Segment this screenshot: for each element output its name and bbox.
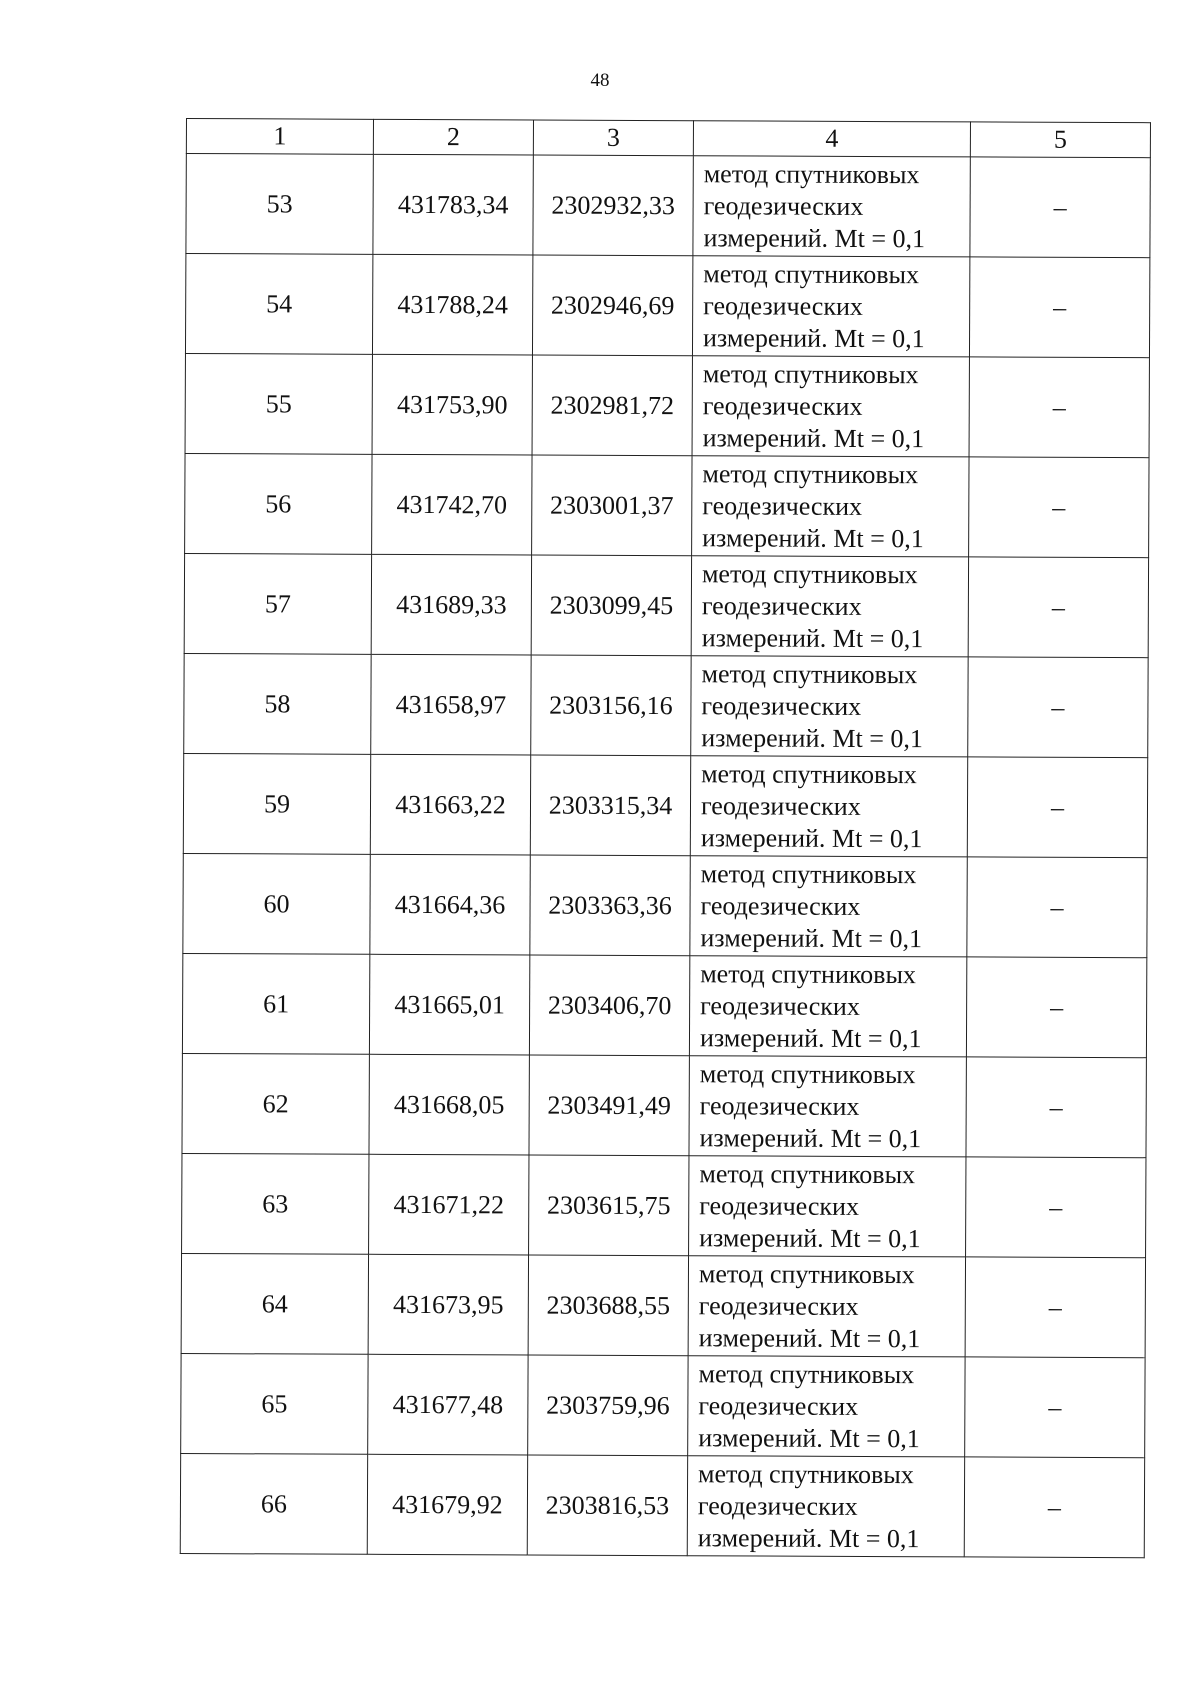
method-line: измерений. Mt = 0,1	[702, 322, 925, 353]
y-coordinate-cell: 2303491,49	[529, 1055, 689, 1156]
note-cell: –	[969, 457, 1149, 558]
method-cell	[692, 356, 969, 457]
table-row	[186, 154, 1150, 258]
page-number: 48	[590, 70, 610, 91]
method-line: метод спутниковых	[699, 1158, 916, 1189]
method-cell	[691, 556, 968, 657]
method-line: метод спутниковых	[701, 658, 918, 689]
method-cell	[692, 256, 969, 357]
method-line: геодезических	[698, 1290, 859, 1321]
x-coordinate-cell: 431658,97	[371, 654, 531, 755]
y-coordinate-cell: 2303099,45	[531, 555, 691, 656]
method-line: измерений. Mt = 0,1	[698, 1422, 920, 1453]
method-line: геодезических	[700, 990, 860, 1021]
x-coordinate-cell: 431664,36	[370, 854, 530, 955]
y-coordinate-cell: 2303315,34	[530, 755, 690, 856]
note-cell: –	[965, 1257, 1145, 1358]
point-number-cell: 56	[185, 453, 372, 554]
point-number-cell: 65	[181, 1353, 368, 1454]
method-cell	[688, 1356, 965, 1457]
method-cell	[691, 656, 968, 757]
table-row	[181, 1353, 1145, 1457]
x-coordinate-cell: 431668,05	[369, 1054, 529, 1155]
table-row	[180, 1453, 1144, 1557]
table-row	[185, 353, 1149, 457]
table-body	[180, 154, 1150, 1558]
method-cell	[692, 456, 969, 557]
y-coordinate-cell: 2303688,55	[528, 1255, 688, 1356]
y-coordinate-cell: 2302932,33	[533, 155, 693, 256]
point-number-cell: 55	[185, 353, 372, 454]
y-coordinate-cell: 2303759,96	[528, 1355, 688, 1456]
note-cell: –	[969, 257, 1149, 358]
method-line: измерений. Mt = 0,1	[698, 1322, 921, 1353]
table-row	[185, 254, 1149, 358]
method-line: метод спутниковых	[703, 258, 920, 289]
point-number-cell: 63	[182, 1153, 369, 1254]
point-number-cell: 66	[180, 1453, 367, 1554]
method-line: геодезических	[703, 190, 864, 221]
method-cell	[687, 1456, 964, 1557]
method-line: метод спутниковых	[701, 758, 917, 789]
table-row	[182, 953, 1146, 1057]
method-line: измерений. Mt = 0,1	[700, 922, 923, 953]
table-row	[183, 753, 1147, 857]
method-line: геодезических	[699, 1190, 860, 1221]
table-row	[183, 853, 1147, 957]
table-row	[182, 1153, 1146, 1257]
method-cell	[689, 1056, 966, 1157]
method-cell	[690, 756, 967, 857]
note-cell: –	[966, 1157, 1146, 1258]
note-cell: –	[968, 557, 1148, 658]
method-line: метод спутниковых	[702, 358, 919, 389]
method-line: геодезических	[703, 290, 863, 321]
method-line: метод спутниковых	[698, 1358, 915, 1389]
method-line: геодезических	[698, 1390, 859, 1421]
method-line: геодезических	[702, 490, 863, 521]
y-coordinate-cell: 2302946,69	[532, 255, 692, 356]
point-number-cell: 59	[183, 753, 370, 854]
method-line: измерений. Mt = 0,1	[699, 1222, 921, 1253]
method-line: метод спутниковых	[702, 458, 919, 489]
x-coordinate-cell: 431665,01	[369, 954, 529, 1055]
note-cell: –	[967, 757, 1147, 858]
method-line: геодезических	[702, 390, 863, 421]
y-coordinate-cell: 2303156,16	[531, 655, 691, 756]
method-line: геодезических	[700, 890, 861, 921]
method-line: метод спутниковых	[700, 958, 917, 989]
method-line: геодезических	[700, 790, 861, 821]
method-line: измерений. Mt = 0,1	[702, 522, 924, 553]
column-header-1: 1	[186, 119, 373, 155]
x-coordinate-cell: 431753,90	[372, 354, 532, 455]
method-line: геодезических	[699, 1090, 860, 1121]
note-cell: –	[964, 1457, 1144, 1558]
method-line: измерений. Mt = 0,1	[701, 622, 924, 653]
method-cell	[690, 856, 967, 957]
method-cell	[689, 1156, 966, 1257]
point-number-cell: 60	[183, 853, 370, 954]
table-header-row	[186, 119, 1150, 158]
method-line: метод спутниковых	[699, 1058, 916, 1089]
point-number-cell: 64	[181, 1253, 368, 1354]
note-cell: –	[967, 857, 1147, 958]
point-number-cell: 61	[182, 953, 369, 1054]
table-row	[184, 553, 1148, 657]
method-line: геодезических	[701, 690, 862, 721]
coordinates-table	[180, 118, 1151, 1558]
x-coordinate-cell: 431663,22	[370, 754, 530, 855]
column-header-2: 2	[373, 119, 533, 155]
x-coordinate-cell: 431742,70	[372, 454, 532, 555]
x-coordinate-cell: 431677,48	[368, 1354, 528, 1455]
note-cell: –	[966, 1057, 1146, 1158]
point-number-cell: 53	[186, 154, 373, 255]
y-coordinate-cell: 2303001,37	[532, 455, 692, 556]
method-cell	[693, 156, 970, 257]
method-line: измерений. Mt = 0,1	[702, 422, 925, 453]
point-number-cell: 54	[185, 254, 372, 355]
point-number-cell: 58	[184, 653, 371, 754]
y-coordinate-cell: 2303406,70	[529, 955, 689, 1056]
method-line: метод спутниковых	[700, 858, 917, 889]
method-line: геодезических	[701, 590, 862, 621]
note-cell: –	[969, 357, 1149, 458]
method-line: метод спутниковых	[698, 1258, 915, 1289]
method-line: измерений. Mt = 0,1	[703, 222, 926, 253]
method-line: измерений. Mt = 0,1	[701, 722, 923, 753]
method-line: измерений. Mt = 0,1	[700, 822, 923, 853]
x-coordinate-cell: 431783,34	[373, 154, 533, 255]
y-coordinate-cell: 2303615,75	[529, 1155, 689, 1256]
point-number-cell: 57	[184, 553, 371, 654]
method-line: метод спутниковых	[701, 558, 918, 589]
column-header-3: 3	[533, 120, 693, 156]
y-coordinate-cell: 2302981,72	[532, 355, 692, 456]
method-cell	[689, 956, 966, 1057]
column-header-5: 5	[970, 122, 1150, 158]
method-line: метод спутниковых	[703, 158, 920, 189]
note-cell: –	[968, 657, 1148, 758]
table-row	[185, 453, 1149, 557]
column-header-4: 4	[693, 121, 970, 157]
method-line: метод спутниковых	[698, 1458, 914, 1489]
table-row	[181, 1253, 1145, 1357]
x-coordinate-cell: 431788,24	[372, 254, 532, 355]
method-line: геодезических	[697, 1490, 858, 1521]
method-line: измерений. Mt = 0,1	[697, 1522, 920, 1553]
y-coordinate-cell: 2303363,36	[530, 855, 690, 956]
coordinates-table-container	[180, 118, 1150, 1558]
note-cell: –	[965, 1357, 1145, 1458]
note-cell: –	[966, 957, 1146, 1058]
x-coordinate-cell: 431673,95	[368, 1254, 528, 1355]
y-coordinate-cell: 2303816,53	[527, 1455, 687, 1556]
method-line: измерений. Mt = 0,1	[699, 1022, 922, 1053]
method-cell	[688, 1256, 965, 1357]
x-coordinate-cell: 431689,33	[371, 554, 531, 655]
table-row	[184, 653, 1148, 757]
table-row	[182, 1053, 1146, 1157]
x-coordinate-cell: 431679,92	[367, 1454, 527, 1555]
point-number-cell: 62	[182, 1053, 369, 1154]
note-cell: –	[970, 157, 1150, 258]
method-line: измерений. Mt = 0,1	[699, 1122, 922, 1153]
x-coordinate-cell: 431671,22	[369, 1154, 529, 1255]
